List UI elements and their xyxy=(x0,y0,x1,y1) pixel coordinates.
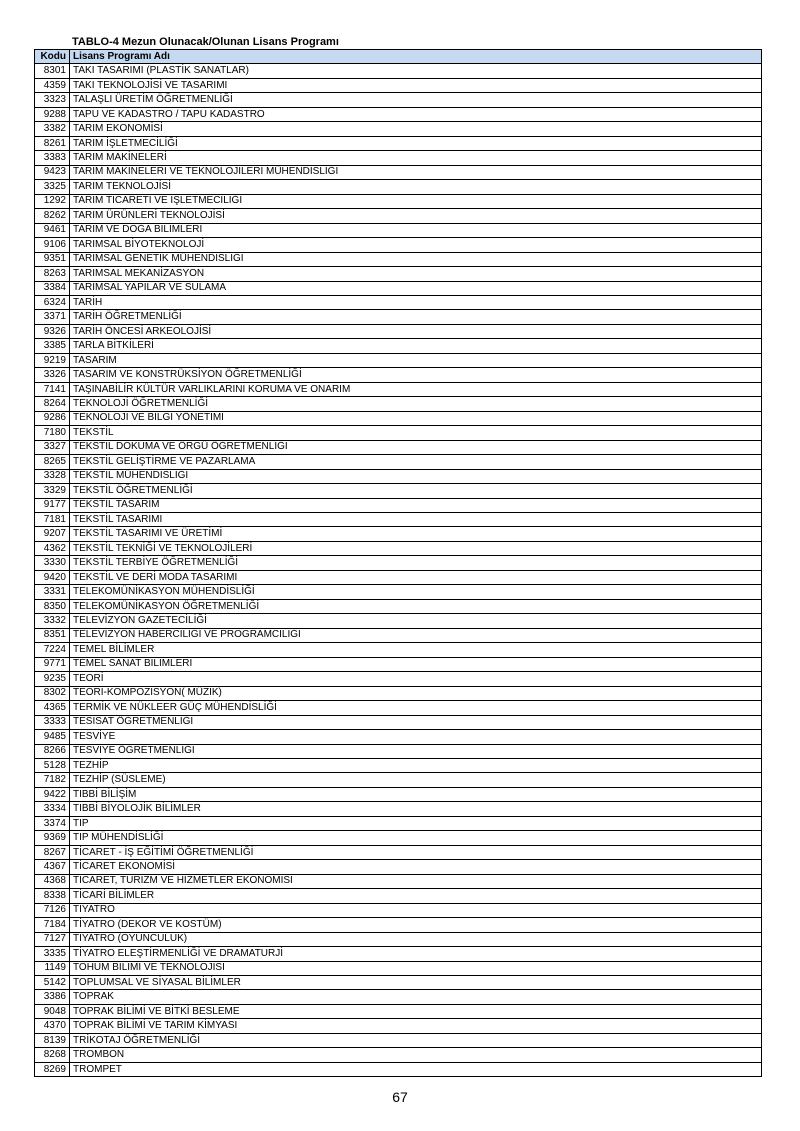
program-code: 3331 xyxy=(35,585,70,599)
table-row xyxy=(35,1062,762,1076)
program-name: TARIMSAL GENETİK MÜHENDİSLİĞİ xyxy=(70,252,762,266)
table-row xyxy=(35,151,762,165)
program-code: 8268 xyxy=(35,1048,70,1062)
program-code: 9286 xyxy=(35,411,70,425)
program-name: TİYATRO (OYUNCULUK) xyxy=(70,932,762,946)
table-row xyxy=(35,209,762,223)
table-row xyxy=(35,599,762,613)
program-name: TRİKOTAJ ÖĞRETMENLİĞİ xyxy=(70,1033,762,1047)
program-name: TEKSTİL TASARIMI xyxy=(70,513,762,527)
program-code: 3374 xyxy=(35,816,70,830)
table-row xyxy=(35,440,762,454)
program-code: 8264 xyxy=(35,397,70,411)
program-code: 9423 xyxy=(35,165,70,179)
program-code: 8265 xyxy=(35,455,70,469)
table-row xyxy=(35,136,762,150)
program-name: TOPRAK BİLİMİ VE BİTKİ BESLEME xyxy=(70,1004,762,1018)
program-name: TİYATRO (DEKOR VE KOSTÜM) xyxy=(70,918,762,932)
program-code: 3385 xyxy=(35,339,70,353)
table-row xyxy=(35,1048,762,1062)
program-name: TARIM ÜRÜNLERİ TEKNOLOJİSİ xyxy=(70,209,762,223)
program-code: 9235 xyxy=(35,672,70,686)
table-row xyxy=(35,628,762,642)
program-name: TIBBİ BİYOLOJİK BİLİMLER xyxy=(70,802,762,816)
table-row xyxy=(35,672,762,686)
program-code: 9485 xyxy=(35,730,70,744)
program-code: 3323 xyxy=(35,93,70,107)
program-code: 8338 xyxy=(35,889,70,903)
program-code: 9351 xyxy=(35,252,70,266)
program-name: TARIM MAKİNELERİ VE TEKNOLOJİLERİ MÜHENDİSLİĞİ xyxy=(70,165,762,179)
table-row xyxy=(35,498,762,512)
program-code: 3327 xyxy=(35,440,70,454)
program-code: 8262 xyxy=(35,209,70,223)
table-row xyxy=(35,180,762,194)
table-row xyxy=(35,556,762,570)
program-name: TELEKOMÜNİKASYON ÖĞRETMENLİĞİ xyxy=(70,599,762,613)
program-name: TİCARET, TURİZM VE HİZMETLER EKONOMİSİ xyxy=(70,874,762,888)
table-row xyxy=(35,570,762,584)
table-row xyxy=(35,932,762,946)
table-row xyxy=(35,903,762,917)
program-name: TİCARET - İŞ EĞİTİMİ ÖĞRETMENLİĞİ xyxy=(70,845,762,859)
program-code: 3334 xyxy=(35,802,70,816)
program-code: 3382 xyxy=(35,122,70,136)
program-name: TAŞINABİLİR KÜLTÜR VARLIKLARINI KORUMA VE ONARIM xyxy=(70,382,762,396)
program-code: 8351 xyxy=(35,628,70,642)
table-row xyxy=(35,657,762,671)
program-code: 4362 xyxy=(35,541,70,555)
program-name: TOHUM BİLİMİ VE TEKNOLOJİSİ xyxy=(70,961,762,975)
program-code: 3332 xyxy=(35,614,70,628)
program-name: TEKNOLOJİ VE BİLGİ YÖNETİMİ xyxy=(70,411,762,425)
program-code: 9177 xyxy=(35,498,70,512)
program-name: TAKI TEKNOLOJİSİ VE TASARIMI xyxy=(70,78,762,92)
program-name: TİYATRO ELEŞTİRMENLİĞİ VE DRAMATURJİ xyxy=(70,947,762,961)
table-row xyxy=(35,889,762,903)
program-name: TAPU VE KADASTRO / TAPU KADASTRO xyxy=(70,107,762,121)
program-name: TARIMSAL BİYOTEKNOLOJİ xyxy=(70,238,762,252)
program-name: TAKI TASARIMI (PLASTİK SANATLAR) xyxy=(70,64,762,78)
program-name: TARİH ÖNCESİ ARKEOLOJİSİ xyxy=(70,324,762,338)
table-row xyxy=(35,107,762,121)
program-name: TEORİ-KOMPOZİSYON( MÜZİK) xyxy=(70,686,762,700)
program-name: TEMEL SANAT BİLİMLERİ xyxy=(70,657,762,671)
program-code: 7182 xyxy=(35,773,70,787)
program-name: TARİH ÖĞRETMENLİĞİ xyxy=(70,310,762,324)
program-name: TEORİ xyxy=(70,672,762,686)
program-code: 9106 xyxy=(35,238,70,252)
program-name: TEZHİP (SÜSLEME) xyxy=(70,773,762,787)
program-name: TARIM EKONOMİSİ xyxy=(70,122,762,136)
table-row xyxy=(35,918,762,932)
program-code: 8269 xyxy=(35,1062,70,1076)
program-name: TARİH xyxy=(70,295,762,309)
program-code: 9369 xyxy=(35,831,70,845)
program-code: 9771 xyxy=(35,657,70,671)
program-code: 7184 xyxy=(35,918,70,932)
program-code: 8139 xyxy=(35,1033,70,1047)
program-name: TARIM TİCARETİ VE İŞLETMECİLİĞİ xyxy=(70,194,762,208)
program-code: 9288 xyxy=(35,107,70,121)
program-code: 3325 xyxy=(35,180,70,194)
program-code: 4359 xyxy=(35,78,70,92)
program-code: 7141 xyxy=(35,382,70,396)
table-row xyxy=(35,382,762,396)
table-row xyxy=(35,831,762,845)
table-row xyxy=(35,758,762,772)
table-row xyxy=(35,1019,762,1033)
program-name: TESVİYE xyxy=(70,730,762,744)
table-body xyxy=(35,64,762,1077)
program-code: 4370 xyxy=(35,1019,70,1033)
table-row xyxy=(35,267,762,281)
program-name: TEKSTİL TEKNİĞİ VE TEKNOLOJİLERİ xyxy=(70,541,762,555)
program-code: 8301 xyxy=(35,64,70,78)
program-code: 8350 xyxy=(35,599,70,613)
program-code: 3326 xyxy=(35,368,70,382)
program-code: 8266 xyxy=(35,744,70,758)
program-name: TEKSTİL xyxy=(70,426,762,440)
program-code: 3329 xyxy=(35,484,70,498)
program-code: 7127 xyxy=(35,932,70,946)
table-row xyxy=(35,874,762,888)
table-row xyxy=(35,324,762,338)
table-row xyxy=(35,773,762,787)
program-code: 4368 xyxy=(35,874,70,888)
table-row xyxy=(35,281,762,295)
table-row xyxy=(35,484,762,498)
program-code: 3386 xyxy=(35,990,70,1004)
header-program-name: Lisans Programı Adı xyxy=(70,50,762,64)
table-row xyxy=(35,686,762,700)
page-number: 67 xyxy=(392,1089,408,1105)
table-row xyxy=(35,701,762,715)
table-row xyxy=(35,961,762,975)
program-code: 3330 xyxy=(35,556,70,570)
program-name: TOPRAK xyxy=(70,990,762,1004)
table-row xyxy=(35,78,762,92)
table-row xyxy=(35,845,762,859)
program-name: TASARIM xyxy=(70,353,762,367)
program-code: 8302 xyxy=(35,686,70,700)
program-code: 5128 xyxy=(35,758,70,772)
program-name: TIP xyxy=(70,816,762,830)
table-row xyxy=(35,787,762,801)
table-row xyxy=(35,990,762,1004)
table-row xyxy=(35,455,762,469)
table-row xyxy=(35,238,762,252)
table-row xyxy=(35,527,762,541)
program-code: 8267 xyxy=(35,845,70,859)
program-name: TEKSTİL VE DERİ MODA TASARIMI xyxy=(70,570,762,584)
header-code: Kodu xyxy=(35,50,70,64)
table-row xyxy=(35,411,762,425)
program-name: TEKSTİL ÖĞRETMENLİĞİ xyxy=(70,484,762,498)
program-name: TİCARİ BİLİMLER xyxy=(70,889,762,903)
program-name: TROMPET xyxy=(70,1062,762,1076)
program-name: TARIM MAKİNELERİ xyxy=(70,151,762,165)
program-code: 6324 xyxy=(35,295,70,309)
program-code: 7126 xyxy=(35,903,70,917)
table-title: TABLO-4 Mezun Olunacak/Olunan Lisans Programı xyxy=(72,36,339,48)
program-name: TİYATRO xyxy=(70,903,762,917)
program-code: 7180 xyxy=(35,426,70,440)
table-row xyxy=(35,744,762,758)
program-code: 5142 xyxy=(35,976,70,990)
program-name: TARLA BİTKİLERİ xyxy=(70,339,762,353)
table-row xyxy=(35,947,762,961)
table-row xyxy=(35,310,762,324)
program-name: TIP MÜHENDİSLİĞİ xyxy=(70,831,762,845)
table-row xyxy=(35,585,762,599)
program-code: 7224 xyxy=(35,643,70,657)
program-name: TİCARET EKONOMİSİ xyxy=(70,860,762,874)
table-row xyxy=(35,295,762,309)
table-row xyxy=(35,93,762,107)
table-row xyxy=(35,353,762,367)
program-name: TARIMSAL MEKANİZASYON xyxy=(70,267,762,281)
program-code: 1292 xyxy=(35,194,70,208)
program-name: TEKNOLOJİ ÖĞRETMENLİĞİ xyxy=(70,397,762,411)
table-row xyxy=(35,976,762,990)
program-name: TERMİK VE NÜKLEER GÜÇ MÜHENDİSLİĞİ xyxy=(70,701,762,715)
program-name: TEKSTİL TASARIM xyxy=(70,498,762,512)
table-row xyxy=(35,194,762,208)
table-row xyxy=(35,122,762,136)
program-code: 9422 xyxy=(35,787,70,801)
program-code: 9420 xyxy=(35,570,70,584)
table-header-row xyxy=(35,50,762,64)
table-row xyxy=(35,165,762,179)
program-code: 8261 xyxy=(35,136,70,150)
program-code: 1149 xyxy=(35,961,70,975)
table-row xyxy=(35,223,762,237)
program-code: 3328 xyxy=(35,469,70,483)
program-name: TROMBON xyxy=(70,1048,762,1062)
program-name: TASARIM VE KONSTRÜKSİYON ÖĞRETMENLİĞİ xyxy=(70,368,762,382)
program-code: 3371 xyxy=(35,310,70,324)
program-code: 3383 xyxy=(35,151,70,165)
table-row xyxy=(35,368,762,382)
table-row xyxy=(35,397,762,411)
table-row xyxy=(35,715,762,729)
program-name: TARIM TEKNOLOJİSİ xyxy=(70,180,762,194)
table-row xyxy=(35,1004,762,1018)
program-code: 9219 xyxy=(35,353,70,367)
program-code: 3335 xyxy=(35,947,70,961)
program-code: 9048 xyxy=(35,1004,70,1018)
program-name: TOPRAK BİLİMİ VE TARIM KİMYASI xyxy=(70,1019,762,1033)
program-code: 9207 xyxy=(35,527,70,541)
program-name: TEKSTİL TASARIMI VE ÜRETİMİ xyxy=(70,527,762,541)
table-row xyxy=(35,816,762,830)
table-row xyxy=(35,802,762,816)
program-name: TEKSTİL MÜHENDİSLİĞİ xyxy=(70,469,762,483)
table-row xyxy=(35,426,762,440)
table-row xyxy=(35,469,762,483)
program-name: TEKSTİL GELİŞTİRME VE PAZARLAMA xyxy=(70,455,762,469)
program-name: TESVİYE ÖĞRETMENLİĞİ xyxy=(70,744,762,758)
program-code: 4365 xyxy=(35,701,70,715)
table-row xyxy=(35,860,762,874)
program-code: 3333 xyxy=(35,715,70,729)
table-row xyxy=(35,339,762,353)
table-row xyxy=(35,730,762,744)
program-code: 3384 xyxy=(35,281,70,295)
table-row xyxy=(35,513,762,527)
program-name: TALAŞLI ÜRETİM ÖĞRETMENLİĞİ xyxy=(70,93,762,107)
program-name: TEZHİP xyxy=(70,758,762,772)
table-row xyxy=(35,64,762,78)
program-code: 4367 xyxy=(35,860,70,874)
program-code: 7181 xyxy=(35,513,70,527)
program-name: TELEVİZYON HABERCİLİĞİ VE PROGRAMCILIĞI xyxy=(70,628,762,642)
program-name: TARIM İŞLETMECİLİĞİ xyxy=(70,136,762,150)
table-row xyxy=(35,614,762,628)
program-table xyxy=(34,49,762,1077)
table-row xyxy=(35,643,762,657)
table-row xyxy=(35,252,762,266)
program-name: TEMEL BİLİMLER xyxy=(70,643,762,657)
program-name: TIBBİ BİLİŞİM xyxy=(70,787,762,801)
table-row xyxy=(35,541,762,555)
program-name: TARIM VE DOĞA BİLİMLERİ xyxy=(70,223,762,237)
program-name: TELEVİZYON GAZETECİLİĞİ xyxy=(70,614,762,628)
program-code: 8263 xyxy=(35,267,70,281)
program-name: TESİSAT ÖĞRETMENLİĞİ xyxy=(70,715,762,729)
program-name: TOPLUMSAL VE SİYASAL BİLİMLER xyxy=(70,976,762,990)
program-name: TEKSTİL TERBİYE ÖĞRETMENLİĞİ xyxy=(70,556,762,570)
program-code: 9326 xyxy=(35,324,70,338)
program-name: TELEKOMÜNİKASYON MÜHENDİSLİĞİ xyxy=(70,585,762,599)
table-row xyxy=(35,1033,762,1047)
program-name: TEKSTİL DOKUMA VE ÖRGÜ ÖĞRETMENLİĞİ xyxy=(70,440,762,454)
program-name: TARIMSAL YAPILAR VE SULAMA xyxy=(70,281,762,295)
program-code: 9461 xyxy=(35,223,70,237)
